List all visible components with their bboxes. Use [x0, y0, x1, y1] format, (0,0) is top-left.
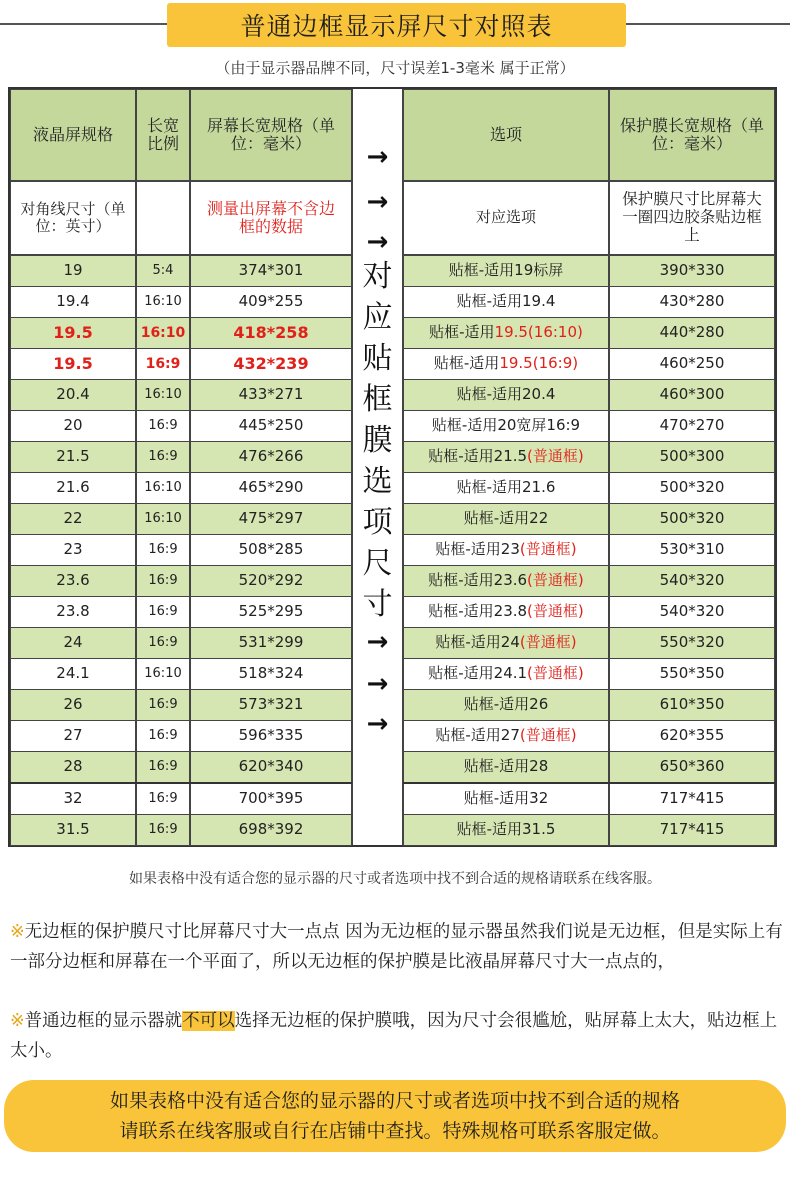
table-cell-size: 19.4 — [10, 286, 136, 318]
size-table — [8, 87, 777, 847]
option-label: 贴框-适用23 — [435, 540, 520, 559]
table-cell-film: 717*415 — [609, 783, 775, 815]
paragraph-borderless — [10, 918, 790, 977]
table-cell-ratio: 16:9 — [136, 814, 190, 846]
header-film-size: 保护膜长宽规格（单位：毫米） — [609, 89, 775, 181]
middle-divider-column — [352, 89, 403, 845]
table-cell-film: 500*300 — [609, 441, 775, 473]
subheader-measure-note: 测量出屏幕不含边框的数据 — [190, 181, 352, 255]
header-ratio: 长宽比例 — [136, 89, 190, 181]
option-suffix: (普通框) — [519, 726, 577, 745]
vertical-caption-char: 尺 — [362, 546, 393, 581]
paragraph-normal-frame-rest: 选择无边框的保护膜哦，因为尺寸会很尴尬，贴屏幕上太大，贴边框上太小。 — [10, 1011, 778, 1061]
table-cell-film: 610*350 — [609, 689, 775, 721]
table-cell-option — [403, 814, 609, 846]
reference-mark: ※ — [10, 1011, 25, 1031]
option-label: 贴框-适用21.6 — [456, 478, 556, 497]
table-cell-option — [403, 751, 609, 783]
table-cell-film: 650*360 — [609, 751, 775, 783]
table-cell-size: 23.6 — [10, 565, 136, 597]
vertical-caption-char: 框 — [362, 382, 393, 417]
table-cell-size: 23.8 — [10, 596, 136, 628]
table-cell-screen: 518*324 — [190, 658, 352, 690]
option-suffix: (普通框) — [527, 447, 584, 466]
table-cell-screen: 374*301 — [190, 255, 352, 287]
table-cell-film: 530*310 — [609, 534, 775, 566]
subheader-option: 对应选项 — [403, 181, 609, 255]
table-cell-screen: 520*292 — [190, 565, 352, 597]
table-cell-size: 27 — [10, 720, 136, 752]
option-label: 贴框-适用31.5 — [456, 820, 556, 839]
option-label: 贴框-适用24 — [435, 633, 520, 652]
table-cell-screen: 620*340 — [190, 751, 352, 783]
table-cell-ratio: 16:9 — [136, 751, 190, 783]
table-cell-ratio: 16:10 — [136, 503, 190, 535]
table-cell-size: 26 — [10, 689, 136, 721]
table-cell-option — [403, 286, 609, 318]
vertical-caption-char: 应 — [362, 300, 393, 335]
table-cell-size: 24.1 — [10, 658, 136, 690]
highlight-cannot: 不可以 — [182, 1011, 235, 1031]
option-label: 贴框-适用28 — [463, 757, 549, 776]
option-label: 贴框-适用20宽屏16:9 — [431, 416, 581, 435]
table-cell-option — [403, 255, 609, 287]
table-cell-size: 19.5 — [10, 317, 136, 349]
arrow-right-icon: → — [366, 187, 389, 217]
table-cell-film: 500*320 — [609, 472, 775, 504]
table-cell-film: 470*270 — [609, 410, 775, 442]
table-cell-film: 500*320 — [609, 503, 775, 535]
option-label: 贴框-适用23.8 — [428, 602, 528, 621]
title-rule-right — [626, 23, 790, 25]
table-cell-option — [403, 596, 609, 628]
table-cell-ratio: 16:9 — [136, 348, 190, 380]
footer-line-2: 请联系在线客服或自行在店铺中查找。特殊规格可联系客服定做。 — [119, 1120, 671, 1142]
table-cell-ratio: 16:10 — [136, 286, 190, 318]
option-label: 贴框-适用20.4 — [456, 385, 556, 404]
option-suffix: 19.5(16:9) — [499, 354, 579, 373]
table-cell-option — [403, 565, 609, 597]
option-label: 贴框-适用 — [429, 323, 495, 342]
subtitle: （由于显示器品牌不同，尺寸误差1-3毫米 属于正常） — [215, 59, 575, 77]
table-cell-film: 620*355 — [609, 720, 775, 752]
table-cell-option — [403, 627, 609, 659]
vertical-caption-char: 对 — [362, 259, 393, 294]
arrow-right-icon: → — [366, 227, 389, 257]
footer-line-1: 如果表格中没有适合您的显示器的尺寸或者选项中找不到合适的规格 — [109, 1090, 680, 1112]
subheader-diagonal: 对角线尺寸（单位：英寸） — [10, 181, 136, 255]
table-cell-ratio: 16:9 — [136, 410, 190, 442]
table-cell-ratio: 16:9 — [136, 441, 190, 473]
table-cell-film: 460*300 — [609, 379, 775, 411]
option-label: 贴框-适用21.5 — [428, 447, 528, 466]
table-cell-option — [403, 441, 609, 473]
option-suffix: 19.5(16:10) — [494, 323, 583, 342]
table-cell-option — [403, 410, 609, 442]
paragraph-borderless-text: 无边框的保护膜尺寸比屏幕尺寸大一点点 因为无边框的显示器虽然我们说是无边框，但是实际上有一部分边框和屏幕在一个平面了，所以无边框的保护膜是比液晶屏幕尺寸大一点点的， — [10, 922, 783, 972]
table-cell-size: 24 — [10, 627, 136, 659]
option-label: 贴框-适用23.6 — [428, 571, 528, 590]
option-suffix: (普通框) — [519, 540, 577, 559]
option-label: 贴框-适用19标屏 — [448, 261, 564, 280]
option-suffix: (普通框) — [527, 571, 584, 590]
table-cell-screen: 573*321 — [190, 689, 352, 721]
table-cell-size: 23 — [10, 534, 136, 566]
table-cell-option — [403, 348, 609, 380]
table-cell-size: 31.5 — [10, 814, 136, 846]
option-label: 贴框-适用27 — [435, 726, 520, 745]
reference-mark: ※ — [10, 922, 25, 942]
table-cell-option — [403, 317, 609, 349]
header-lcd-spec: 液晶屏规格 — [10, 89, 136, 181]
subheader-ratio — [136, 181, 190, 255]
table-cell-screen: 432*239 — [190, 348, 352, 380]
table-cell-screen: 700*395 — [190, 783, 352, 815]
table-cell-size: 21.5 — [10, 441, 136, 473]
option-label: 贴框-适用19.4 — [456, 292, 556, 311]
table-cell-size: 28 — [10, 751, 136, 783]
option-label: 贴框-适用24.1 — [428, 664, 528, 683]
table-cell-screen: 596*335 — [190, 720, 352, 752]
table-cell-size: 32 — [10, 783, 136, 815]
footer-banner — [4, 1080, 786, 1152]
header-screen-size: 屏幕长宽规格（单位：毫米） — [190, 89, 352, 181]
option-suffix: (普通框) — [527, 602, 584, 621]
subheader-film-note: 保护膜尺寸比屏幕大一圈四边胶条贴边框上 — [609, 181, 775, 255]
header-option: 选项 — [403, 89, 609, 181]
table-cell-size: 20.4 — [10, 379, 136, 411]
table-cell-screen: 525*295 — [190, 596, 352, 628]
option-label: 贴框-适用26 — [463, 695, 549, 714]
arrow-right-icon: → — [366, 627, 389, 657]
arrow-right-icon: → — [366, 709, 389, 739]
arrow-right-icon: → — [366, 669, 389, 699]
table-cell-ratio: 16:9 — [136, 596, 190, 628]
table-cell-ratio: 16:10 — [136, 379, 190, 411]
page-title: 普通边框显示屏尺寸对照表 — [167, 3, 626, 47]
table-cell-screen: 508*285 — [190, 534, 352, 566]
table-cell-option — [403, 472, 609, 504]
table-cell-film: 540*320 — [609, 565, 775, 597]
table-cell-ratio: 16:9 — [136, 720, 190, 752]
option-suffix: (普通框) — [527, 664, 584, 683]
table-cell-film: 430*280 — [609, 286, 775, 318]
table-cell-option — [403, 534, 609, 566]
table-cell-ratio: 16:9 — [136, 565, 190, 597]
table-cell-film: 717*415 — [609, 814, 775, 846]
vertical-caption-char: 膜 — [362, 423, 393, 458]
table-cell-screen: 418*258 — [190, 317, 352, 349]
table-cell-size: 22 — [10, 503, 136, 535]
table-cell-option — [403, 379, 609, 411]
table-cell-screen: 531*299 — [190, 627, 352, 659]
table-cell-film: 390*330 — [609, 255, 775, 287]
table-cell-option — [403, 689, 609, 721]
table-cell-ratio: 5:4 — [136, 255, 190, 287]
table-cell-ratio: 16:10 — [136, 658, 190, 690]
arrow-right-icon: → — [366, 142, 389, 172]
paragraph-normal-frame-text: 普通边框的显示器就 — [24, 1011, 183, 1031]
table-cell-screen: 465*290 — [190, 472, 352, 504]
option-label: 贴框-适用22 — [463, 509, 549, 528]
table-cell-ratio: 16:9 — [136, 627, 190, 659]
table-cell-ratio: 16:9 — [136, 534, 190, 566]
title-rule-left — [0, 23, 167, 25]
table-cell-screen: 409*255 — [190, 286, 352, 318]
table-cell-option — [403, 720, 609, 752]
table-cell-ratio: 16:9 — [136, 783, 190, 815]
vertical-caption-char: 选 — [362, 464, 393, 499]
table-cell-ratio: 16:10 — [136, 472, 190, 504]
table-cell-screen: 476*266 — [190, 441, 352, 473]
table-note: 如果表格中没有适合您的显示器的尺寸或者选项中找不到合适的规格请联系在线客服。 — [129, 871, 661, 887]
table-cell-film: 540*320 — [609, 596, 775, 628]
table-cell-option — [403, 503, 609, 535]
option-label: 贴框-适用32 — [463, 789, 549, 808]
vertical-caption-char: 项 — [362, 505, 393, 540]
table-cell-screen: 445*250 — [190, 410, 352, 442]
paragraph-normal-frame — [10, 1007, 790, 1066]
table-cell-size: 19 — [10, 255, 136, 287]
table-cell-option — [403, 658, 609, 690]
table-cell-film: 460*250 — [609, 348, 775, 380]
option-suffix: (普通框) — [519, 633, 577, 652]
table-cell-size: 20 — [10, 410, 136, 442]
table-cell-size: 19.5 — [10, 348, 136, 380]
table-cell-film: 440*280 — [609, 317, 775, 349]
table-cell-ratio: 16:10 — [136, 317, 190, 349]
table-cell-film: 550*350 — [609, 658, 775, 690]
option-label: 贴框-适用 — [433, 354, 500, 373]
table-cell-screen: 698*392 — [190, 814, 352, 846]
table-cell-screen: 475*297 — [190, 503, 352, 535]
table-cell-film: 550*320 — [609, 627, 775, 659]
table-cell-screen: 433*271 — [190, 379, 352, 411]
table-cell-option — [403, 783, 609, 815]
vertical-caption-char: 寸 — [362, 587, 393, 622]
table-cell-size: 21.6 — [10, 472, 136, 504]
vertical-caption-char: 贴 — [362, 341, 393, 376]
table-cell-ratio: 16:9 — [136, 689, 190, 721]
